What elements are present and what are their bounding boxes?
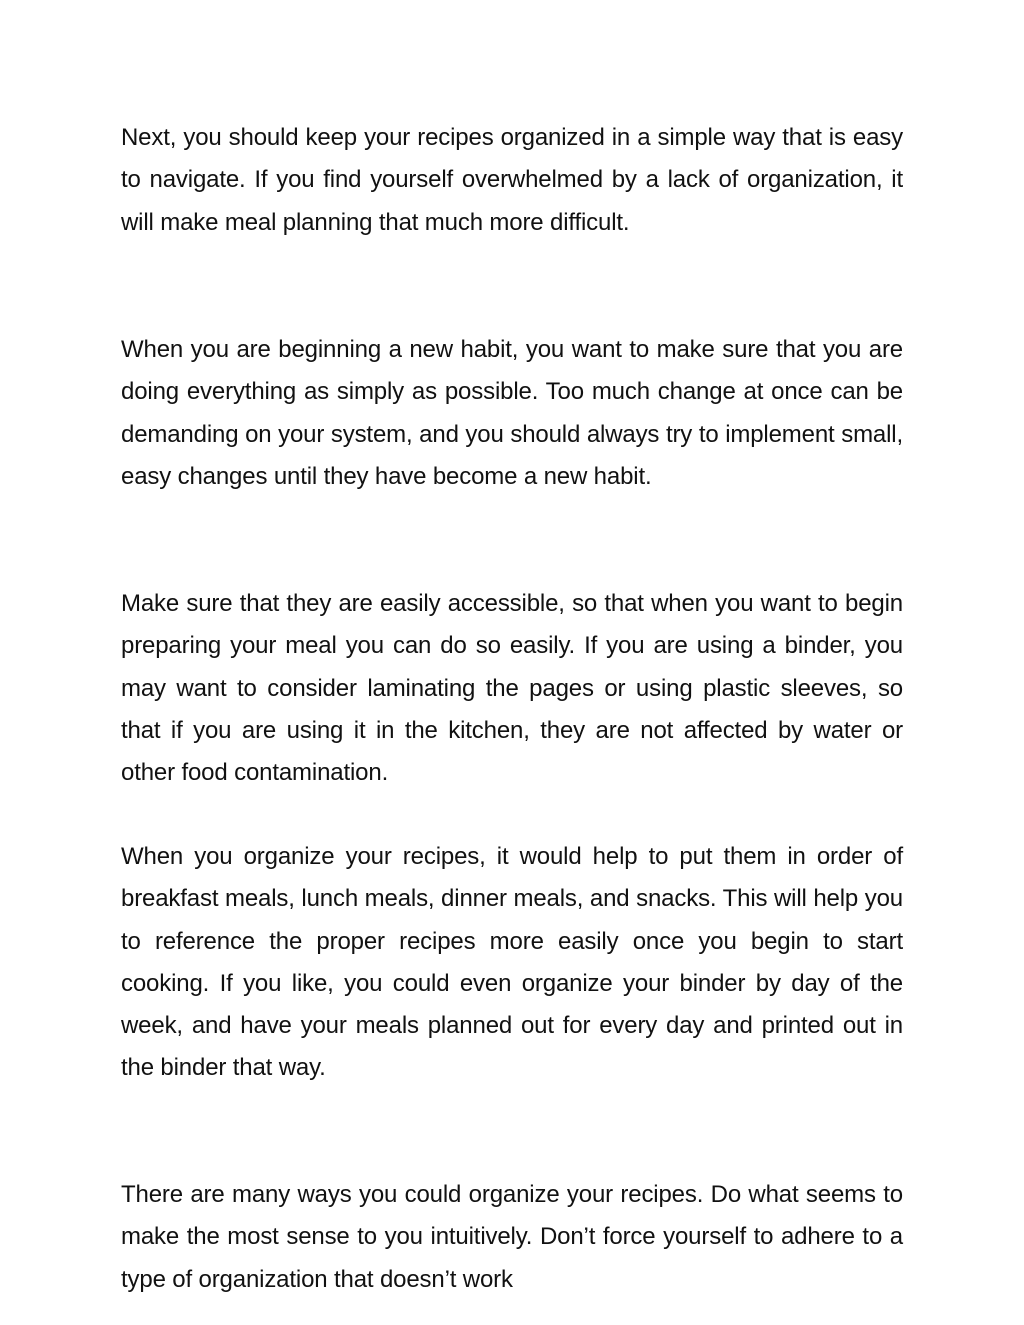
paragraph-recipe-organization: Next, you should keep your recipes organized in a simple way that is easy to navigate. If you find yourself overwhelmed by a lack of organization, it will make meal planning that much more difficult. [121, 124, 903, 236]
paragraph-meal-order: When you organize your recipes, it would help to put them in order of breakfast meals, lunch meals, dinner meals, and snacks. This will help you to reference the proper recipes more easily once you begin to start cooking. If you like, you could even organize your binder by day of the week, and have your meals planned out for every day and printed out in the binder that way. [121, 843, 903, 1082]
paragraph-organization-ways: There are many ways you could organize your recipes. Do what seems to make the most sense to you intuitively. Don’t force yourself to adhere to a type of organization that doesn’t work [121, 1181, 903, 1293]
paragraph-new-habit: When you are beginning a new habit, you want to make sure that you are doing everything as simply as possible. Too much change at once can be demanding on your system, and you should always try to implement small, easy changes until they have become a new habit. [121, 336, 903, 490]
paragraph-accessibility: Make sure that they are easily accessible, so that when you want to begin preparing your meal you can do so easily. If you are using a binder, you may want to consider laminating the pages or using plastic sleeves, so that if you are using it in the kitchen, they are not affected by water or other food contamination. [121, 590, 903, 787]
